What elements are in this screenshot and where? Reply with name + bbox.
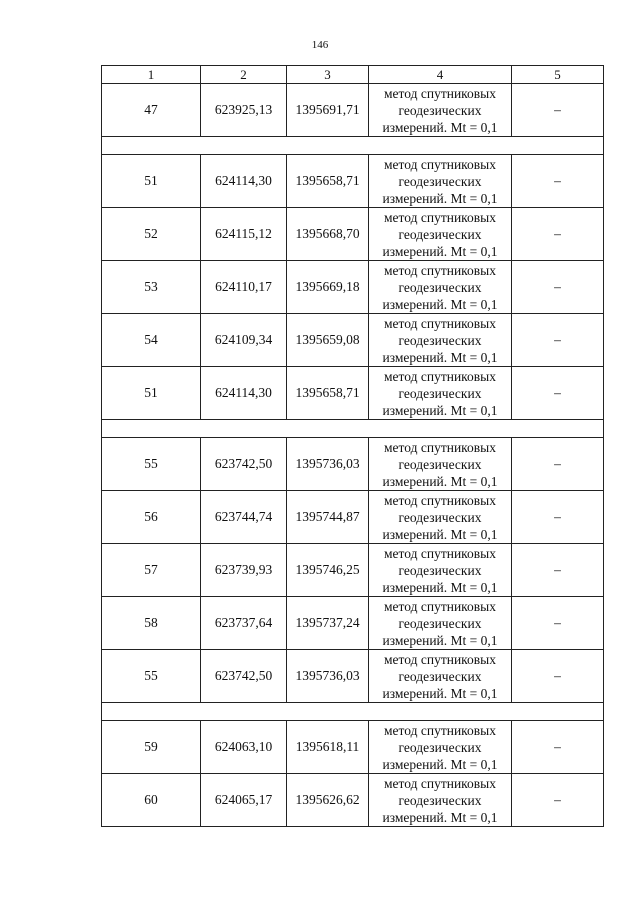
method-line: геодезических (398, 456, 482, 472)
method-line: метод спутниковых (384, 439, 496, 455)
method-line: метод спутниковых (384, 368, 496, 384)
point-number-cell: 58 (102, 597, 201, 650)
table-row (102, 314, 604, 367)
separator-row (102, 420, 604, 438)
x-coordinate-cell: 624114,30 (201, 155, 287, 208)
method-line: метод спутниковых (384, 315, 496, 331)
method-cell (369, 84, 512, 137)
table-row (102, 650, 604, 703)
x-coordinate-cell: 624110,17 (201, 261, 287, 314)
method-line: измерений. Mt = 0,1 (382, 349, 498, 365)
header-col-5: 5 (512, 66, 604, 84)
x-coordinate-cell: 624115,12 (201, 208, 287, 261)
description-cell: – (512, 208, 604, 261)
y-coordinate-cell: 1395618,11 (287, 721, 369, 774)
method-cell (369, 491, 512, 544)
method-line: геодезических (398, 226, 482, 242)
table-row (102, 84, 604, 137)
header-col-2: 2 (201, 66, 287, 84)
y-coordinate-cell: 1395746,25 (287, 544, 369, 597)
table-row (102, 367, 604, 420)
method-line: метод спутниковых (384, 156, 496, 172)
method-line: геодезических (398, 279, 482, 295)
method-line: измерений. Mt = 0,1 (382, 473, 498, 489)
x-coordinate-cell: 623742,50 (201, 650, 287, 703)
method-line: геодезических (398, 562, 482, 578)
coordinates-table (101, 65, 604, 827)
method-line: метод спутниковых (384, 598, 496, 614)
method-line: геодезических (398, 102, 482, 118)
y-coordinate-cell: 1395669,18 (287, 261, 369, 314)
description-cell: – (512, 261, 604, 314)
description-cell: – (512, 544, 604, 597)
x-coordinate-cell: 623744,74 (201, 491, 287, 544)
point-number-cell: 51 (102, 155, 201, 208)
method-line: измерений. Mt = 0,1 (382, 526, 498, 542)
table-row (102, 155, 604, 208)
method-line: измерений. Mt = 0,1 (382, 296, 498, 312)
point-number-cell: 51 (102, 367, 201, 420)
table-row (102, 208, 604, 261)
point-number-cell: 52 (102, 208, 201, 261)
method-line: измерений. Mt = 0,1 (382, 243, 498, 259)
y-coordinate-cell: 1395668,70 (287, 208, 369, 261)
table-row (102, 261, 604, 314)
method-cell (369, 438, 512, 491)
method-line: геодезических (398, 385, 482, 401)
method-line: геодезических (398, 509, 482, 525)
point-number-cell: 56 (102, 491, 201, 544)
description-cell: – (512, 367, 604, 420)
x-coordinate-cell: 624114,30 (201, 367, 287, 420)
x-coordinate-cell: 624109,34 (201, 314, 287, 367)
table-row (102, 597, 604, 650)
separator-cell (102, 420, 604, 438)
table-row (102, 438, 604, 491)
header-col-3: 3 (287, 66, 369, 84)
y-coordinate-cell: 1395659,08 (287, 314, 369, 367)
page-number: 146 (311, 39, 329, 51)
separator-cell (102, 137, 604, 155)
method-line: метод спутниковых (384, 722, 496, 738)
table-row (102, 491, 604, 544)
method-line: геодезических (398, 739, 482, 755)
y-coordinate-cell: 1395744,87 (287, 491, 369, 544)
header-col-1: 1 (102, 66, 201, 84)
description-cell: – (512, 314, 604, 367)
method-line: метод спутниковых (384, 545, 496, 561)
y-coordinate-cell: 1395737,24 (287, 597, 369, 650)
method-line: измерений. Mt = 0,1 (382, 685, 498, 701)
y-coordinate-cell: 1395626,62 (287, 774, 369, 827)
y-coordinate-cell: 1395736,03 (287, 650, 369, 703)
method-line: метод спутниковых (384, 651, 496, 667)
x-coordinate-cell: 623742,50 (201, 438, 287, 491)
method-line: геодезических (398, 668, 482, 684)
separator-cell (102, 703, 604, 721)
description-cell: – (512, 438, 604, 491)
method-cell (369, 208, 512, 261)
method-cell (369, 650, 512, 703)
method-cell (369, 774, 512, 827)
method-cell (369, 155, 512, 208)
method-line: измерений. Mt = 0,1 (382, 119, 498, 135)
method-line: метод спутниковых (384, 85, 496, 101)
table-header-row (102, 66, 604, 84)
separator-row (102, 703, 604, 721)
method-line: измерений. Mt = 0,1 (382, 402, 498, 418)
table-row (102, 544, 604, 597)
y-coordinate-cell: 1395691,71 (287, 84, 369, 137)
point-number-cell: 55 (102, 650, 201, 703)
table-body (102, 84, 604, 827)
method-line: измерений. Mt = 0,1 (382, 632, 498, 648)
point-number-cell: 55 (102, 438, 201, 491)
x-coordinate-cell: 623925,13 (201, 84, 287, 137)
method-line: геодезических (398, 332, 482, 348)
description-cell: – (512, 774, 604, 827)
method-cell (369, 597, 512, 650)
y-coordinate-cell: 1395658,71 (287, 367, 369, 420)
point-number-cell: 47 (102, 84, 201, 137)
point-number-cell: 60 (102, 774, 201, 827)
method-cell (369, 261, 512, 314)
description-cell: – (512, 650, 604, 703)
description-cell: – (512, 721, 604, 774)
method-line: геодезических (398, 615, 482, 631)
table-row (102, 774, 604, 827)
x-coordinate-cell: 624065,17 (201, 774, 287, 827)
x-coordinate-cell: 623737,64 (201, 597, 287, 650)
y-coordinate-cell: 1395658,71 (287, 155, 369, 208)
method-line: метод спутниковых (384, 209, 496, 225)
method-line: метод спутниковых (384, 262, 496, 278)
description-cell: – (512, 155, 604, 208)
method-cell (369, 367, 512, 420)
header-col-4: 4 (369, 66, 512, 84)
description-cell: – (512, 491, 604, 544)
y-coordinate-cell: 1395736,03 (287, 438, 369, 491)
description-cell: – (512, 84, 604, 137)
method-line: метод спутниковых (384, 492, 496, 508)
point-number-cell: 54 (102, 314, 201, 367)
method-cell (369, 314, 512, 367)
point-number-cell: 59 (102, 721, 201, 774)
method-line: геодезических (398, 792, 482, 808)
method-line: метод спутниковых (384, 775, 496, 791)
method-line: измерений. Mt = 0,1 (382, 579, 498, 595)
table-row (102, 721, 604, 774)
method-line: измерений. Mt = 0,1 (382, 190, 498, 206)
point-number-cell: 57 (102, 544, 201, 597)
method-line: измерений. Mt = 0,1 (382, 809, 498, 825)
method-cell (369, 544, 512, 597)
x-coordinate-cell: 623739,93 (201, 544, 287, 597)
method-line: измерений. Mt = 0,1 (382, 756, 498, 772)
description-cell: – (512, 597, 604, 650)
point-number-cell: 53 (102, 261, 201, 314)
method-cell (369, 721, 512, 774)
method-line: геодезических (398, 173, 482, 189)
x-coordinate-cell: 624063,10 (201, 721, 287, 774)
separator-row (102, 137, 604, 155)
